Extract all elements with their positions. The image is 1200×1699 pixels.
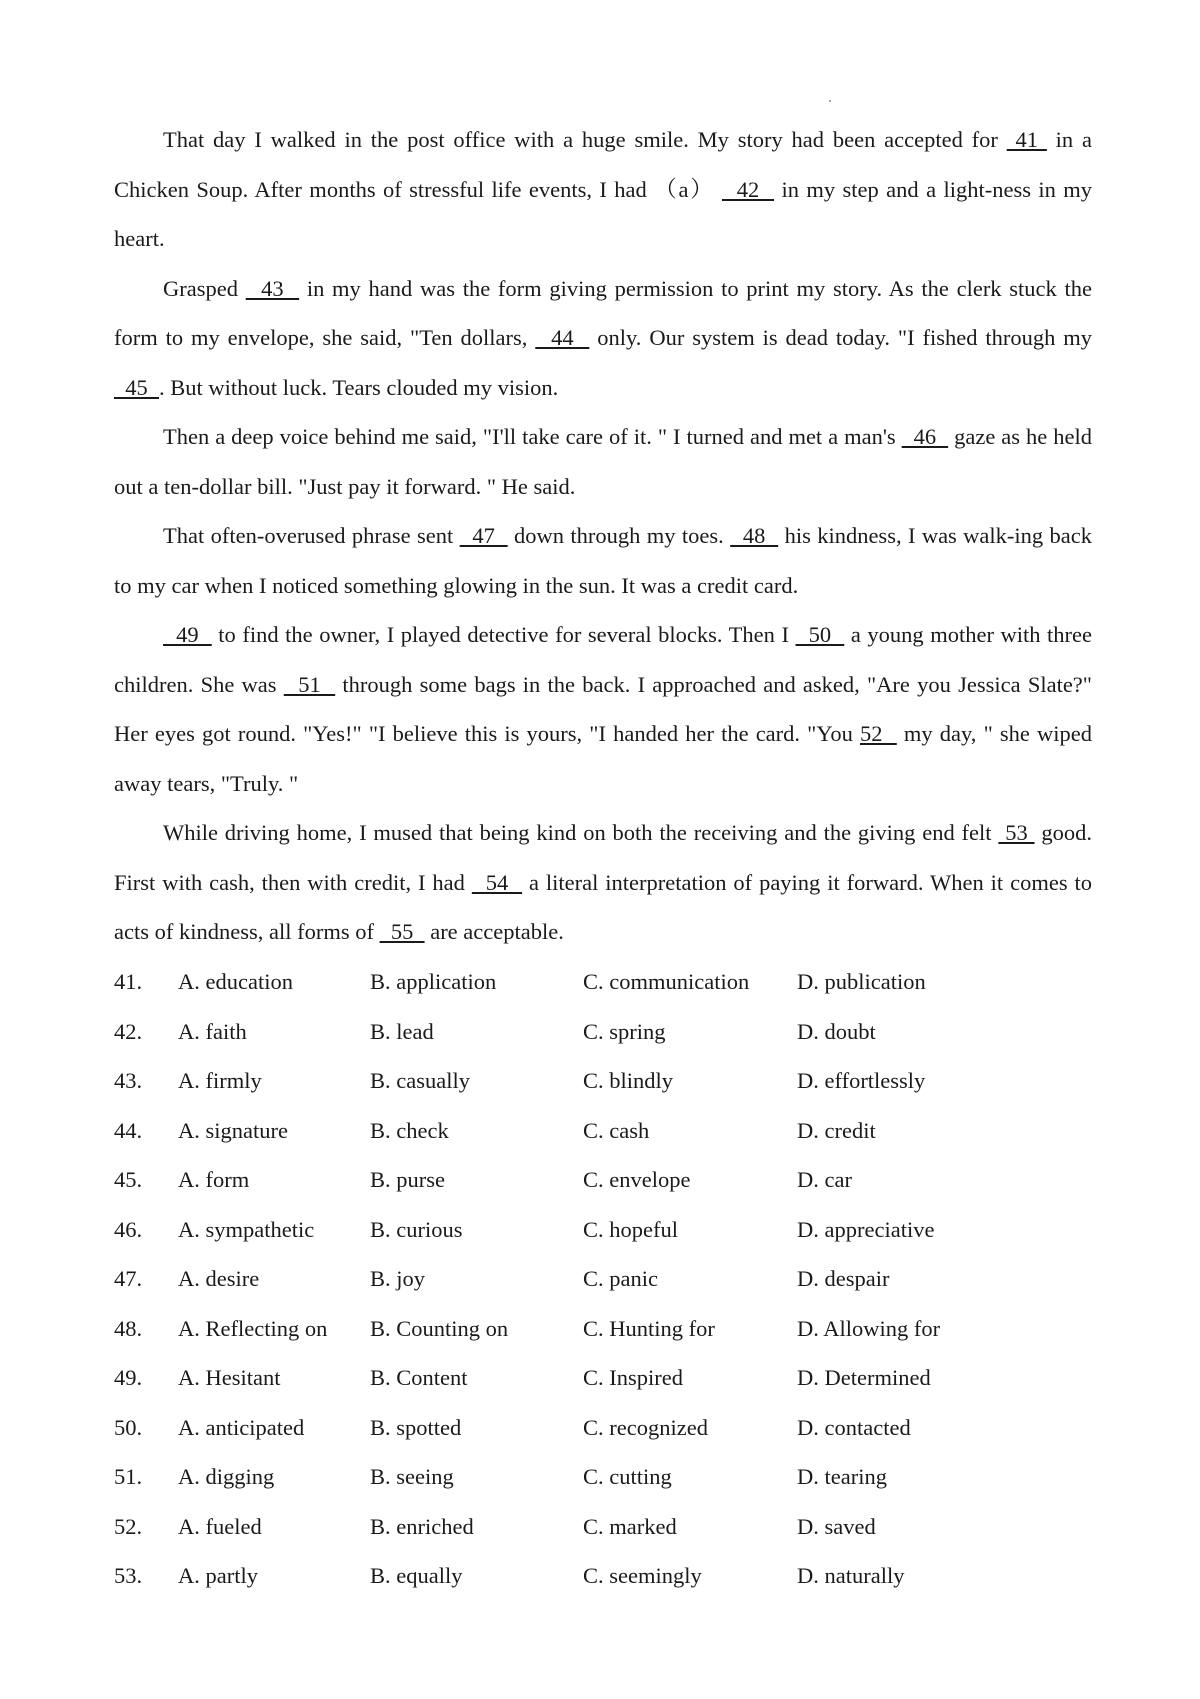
passage-text: gaze as he held out a ten-dollar bill. "Just pay it forward. " He said. [114, 424, 1092, 499]
passage-text: While driving home, I mused that being kind on both the receiving and the giving end felt [163, 820, 999, 845]
passage-text: That often-overused phrase sent [163, 523, 460, 548]
answer-option: D. tearing [797, 1464, 887, 1489]
answer-option: B. equally [370, 1563, 463, 1588]
answer-option: D. publication [797, 969, 926, 994]
answer-option: A. signature [178, 1117, 288, 1143]
answer-option: D. appreciative [797, 1216, 935, 1242]
answer-blank: 46 [901, 424, 949, 449]
answer-option: C. Inspired [583, 1365, 683, 1390]
answer-blank: 54 [471, 869, 523, 895]
answer-option: C. Hunting for [583, 1315, 715, 1341]
answer-option: A. fueled [178, 1513, 262, 1539]
passage-text: . But without luck. Tears clouded my vision. [159, 374, 559, 400]
question-number: 51. [114, 1464, 143, 1489]
answer-option: A. form [178, 1167, 250, 1192]
answer-option: A. partly [178, 1563, 258, 1588]
answer-blank: 55 [379, 919, 425, 944]
question-number: 50. [114, 1414, 143, 1440]
answer-blank: 53 [998, 820, 1035, 845]
answer-blank: 49 [163, 622, 212, 647]
passage-paragraph [114, 412, 1092, 511]
answer-option: A. faith [178, 1018, 247, 1044]
answer-option: B. check [370, 1117, 449, 1143]
answer-option: A. sympathetic [178, 1216, 315, 1242]
passage-text: Then a deep voice behind me said, "I'll take care of it. " I turned and met a man's [163, 424, 902, 449]
passage-paragraph [114, 115, 1092, 264]
answer-option: D. credit [797, 1117, 876, 1143]
answer-option: A. Hesitant [178, 1365, 281, 1390]
answer-option: A. anticipated [178, 1414, 305, 1440]
answer-option: B. Counting on [370, 1315, 509, 1341]
passage-text: only. Our system is dead today. "I fished through my [589, 325, 1093, 350]
answer-option: B. spotted [370, 1414, 462, 1440]
answer-option: C. cash [583, 1117, 650, 1143]
answer-option: B. purse [370, 1167, 445, 1192]
answer-option: D. Allowing for [797, 1315, 941, 1341]
passage-text: his kindness, I was walk-ing back to my car when I noticed something glowing in the sun. It was a credit card. [114, 523, 1093, 598]
page-mark [829, 100, 831, 102]
answer-option: D. naturally [797, 1563, 905, 1588]
question-row [114, 1254, 1114, 1304]
passage-paragraph [114, 264, 1092, 413]
passage-text: good. First with cash, then with credit, I had [114, 820, 1093, 895]
question-row [114, 1056, 1114, 1106]
passage-text: down through my toes. [507, 523, 731, 548]
answer-option: C. blindly [583, 1068, 674, 1093]
answer-option: B. Content [370, 1365, 468, 1390]
question-number: 42. [114, 1018, 143, 1044]
question-number: 45. [114, 1167, 143, 1192]
question-row [114, 1502, 1114, 1552]
passage-text: are acceptable. [424, 919, 564, 944]
answer-option: C. panic [583, 1266, 658, 1291]
passage-text: a literal interpretation of paying it forward. When it comes to acts of kindness, all forms of [114, 869, 1093, 944]
answer-option: B. application [370, 969, 497, 994]
answer-option: C. recognized [583, 1414, 708, 1440]
answer-blank: 47 [459, 523, 508, 548]
question-number: 44. [114, 1117, 143, 1143]
answer-option: C. seemingly [583, 1563, 702, 1588]
question-number: 47. [114, 1266, 143, 1291]
question-row [114, 1353, 1114, 1403]
question-number: 43. [114, 1068, 143, 1093]
answer-option: B. enriched [370, 1513, 474, 1539]
question-number: 49. [114, 1365, 143, 1390]
cloze-passage [114, 115, 1092, 957]
answer-blank: 43 [245, 275, 300, 301]
answer-option: A. firmly [178, 1068, 262, 1093]
answer-blank: 44 [535, 325, 590, 350]
answer-option: B. curious [370, 1216, 463, 1242]
passage-text: in my hand was the form giving permission to print my story. As the clerk stuck the form to my envelope, she said, "Ten dollars, [114, 275, 1092, 350]
question-row [114, 1551, 1114, 1601]
answer-option: C. spring [583, 1018, 666, 1044]
passage-text: my day, " she wiped away tears, "Truly. " [114, 721, 1092, 796]
answer-option: A. digging [178, 1464, 275, 1489]
answer-option: D. despair [797, 1266, 890, 1291]
question-row [114, 1106, 1114, 1156]
passage-text: in a Chicken Soup. After months of stressful life events, I had （a） [114, 127, 1092, 202]
passage-text: That day I walked in the post office with a huge smile. My story had been accepted for [163, 127, 1007, 152]
answer-option: B. casually [370, 1068, 470, 1093]
passage-text: through some bags in the back. I approached and asked, "Are you Jessica Slate?" Her eyes got round. "Yes!" "I believe this is yours, "I handed her the card. "You [114, 671, 1092, 746]
answer-option: A. desire [178, 1266, 260, 1291]
answer-option: A. education [178, 969, 293, 994]
question-row [114, 1452, 1114, 1502]
passage-text: in my step and a light-ness in my heart. [114, 176, 1093, 251]
answer-blank: 42 [721, 176, 775, 202]
question-row [114, 1205, 1114, 1255]
answer-option: D. contacted [797, 1414, 911, 1440]
question-number: 52. [114, 1513, 143, 1539]
answer-option: D. saved [797, 1513, 876, 1539]
answer-blank: 51 [283, 671, 336, 697]
question-row [114, 1304, 1114, 1354]
question-number: 48. [114, 1315, 143, 1341]
answer-option: C. envelope [583, 1167, 691, 1192]
question-row [114, 1155, 1114, 1205]
answer-blank: 48 [730, 523, 779, 548]
answer-option: D. effortlessly [797, 1068, 926, 1093]
passage-paragraph [114, 610, 1092, 808]
passage-text: Grasped [163, 275, 246, 301]
answer-option: C. cutting [583, 1464, 672, 1489]
answer-option: C. hopeful [583, 1216, 678, 1242]
answer-option: B. joy [370, 1266, 426, 1291]
answer-blank: 41 [1006, 127, 1047, 152]
answer-option: A. Reflecting on [178, 1315, 328, 1341]
answer-options [114, 957, 1114, 1601]
question-number: 41. [114, 969, 143, 994]
question-row [114, 1403, 1114, 1453]
answer-blank: 52 [859, 721, 897, 746]
passage-text: to find the owner, I played detective for several blocks. Then I [211, 622, 796, 647]
answer-blank: 45 [114, 374, 159, 400]
question-row [114, 1007, 1114, 1057]
answer-option: B. lead [370, 1018, 434, 1044]
answer-option: D. car [797, 1167, 852, 1192]
answer-option: C. communication [583, 969, 750, 994]
question-number: 53. [114, 1563, 143, 1588]
answer-option: C. marked [583, 1513, 677, 1539]
passage-text: a young mother with three children. She was [114, 622, 1093, 697]
passage-paragraph [114, 511, 1092, 610]
answer-option: D. Determined [797, 1365, 931, 1390]
answer-blank: 50 [795, 622, 845, 647]
answer-option: B. seeing [370, 1464, 454, 1489]
question-number: 46. [114, 1216, 143, 1242]
answer-option: D. doubt [797, 1018, 876, 1044]
question-row [114, 957, 1114, 1007]
passage-paragraph [114, 808, 1092, 957]
